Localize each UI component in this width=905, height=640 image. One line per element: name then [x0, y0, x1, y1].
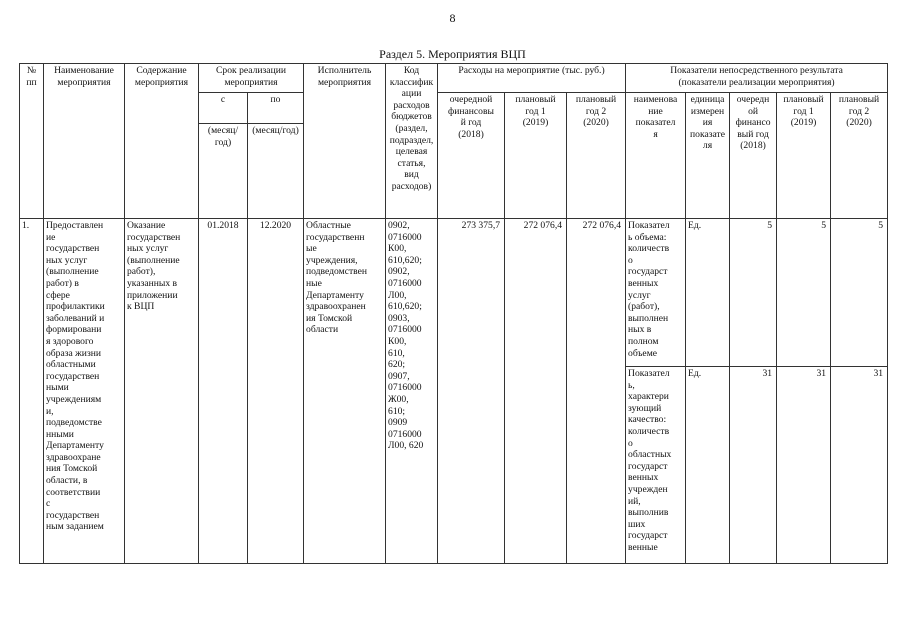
indicator-value-2018: 31 — [730, 367, 777, 564]
header-from: с — [199, 93, 248, 124]
header-code: Код классифик ации расходов бюджетов (раздел, подраздел, целевая статья, вид расходов) — [386, 64, 438, 219]
header-to-unit: (месяц/год) — [248, 124, 304, 219]
header-period: Срок реализации мероприятия — [199, 64, 304, 93]
header-from-unit: (месяц/ год) — [199, 124, 248, 219]
header-exp-2020: плановый год 2 (2020) — [567, 93, 626, 219]
row-num: 1. — [20, 219, 44, 564]
row-executor: Областные государственн ые учреждения, подведомствен ные Департаменту здравоохранен ия Томской области — [304, 219, 386, 564]
measures-table — [19, 63, 888, 564]
row-exp-2018: 273 375,7 — [438, 219, 505, 564]
row-name: Предоставлен ие государствен ных услуг (выполнение работ) в сфере профилактики заболеваний и формировани я здорового образа жизни областными государствен ными учреждениям и, подведомстве нными Департаменту здравоохране ния Томской области, в соответствии с государствен ным заданием — [44, 219, 125, 564]
indicator-unit: Ед. — [686, 219, 730, 367]
header-result-2020: плановый год 2 (2020) — [831, 93, 888, 219]
row-exp-2020: 272 076,4 — [567, 219, 626, 564]
header-exp-2018: очередной финансовы й год (2018) — [438, 93, 505, 219]
table-row — [20, 219, 888, 367]
row-content: Оказание государствен ных услуг (выполнение работ), указанных в приложении к ВЦП — [125, 219, 199, 564]
indicator-value-2020: 31 — [831, 367, 888, 564]
indicator-name: Показател ь объема: количеств о государст венных услуг (работ), выполнен ных в полном объеме — [626, 219, 686, 367]
header-row-1 — [20, 64, 888, 93]
row-exp-2019: 272 076,4 — [505, 219, 567, 564]
indicator-value-2019: 31 — [777, 367, 831, 564]
header-indicator-name: наименова ние показател я — [626, 93, 686, 219]
section-title: Раздел 5. Мероприятия ВЦП — [379, 47, 526, 61]
row-from: 01.2018 — [199, 219, 248, 564]
header-executor: Исполнитель мероприятия — [304, 64, 386, 219]
indicator-name: Показател ь, характери зующий качество: количеств о областных государст венных учрежден ий, выполнив ших государст венные — [626, 367, 686, 564]
row-to: 12.2020 — [248, 219, 304, 564]
indicator-unit: Ед. — [686, 367, 730, 564]
header-results: Показатели непосредственного результата (показатели реализации мероприятия) — [626, 64, 888, 93]
header-to: по — [248, 93, 304, 124]
header-result-2018: очередн ой финансо вый год (2018) — [730, 93, 777, 219]
indicator-value-2018: 5 — [730, 219, 777, 367]
indicator-value-2019: 5 — [777, 219, 831, 367]
header-num: № пп — [20, 64, 44, 219]
header-content: Содержание мероприятия — [125, 64, 199, 219]
header-indicator-unit: единица измерен ия показате ля — [686, 93, 730, 219]
header-expenses: Расходы на мероприятие (тыс. руб.) — [438, 64, 626, 93]
page-number: 8 — [449, 11, 456, 25]
header-name: Наименование мероприятия — [44, 64, 125, 219]
row-code: 0902, 0716000 К00, 610,620; 0902, 0716000 Л00, 610,620; 0903, 0716000 К00, 610, 620; 0907, 0716000 Ж00, 610; 0909 0716000 Л00, 620 — [386, 219, 438, 564]
indicator-value-2020: 5 — [831, 219, 888, 367]
header-exp-2019: плановый год 1 (2019) — [505, 93, 567, 219]
header-result-2019: плановый год 1 (2019) — [777, 93, 831, 219]
